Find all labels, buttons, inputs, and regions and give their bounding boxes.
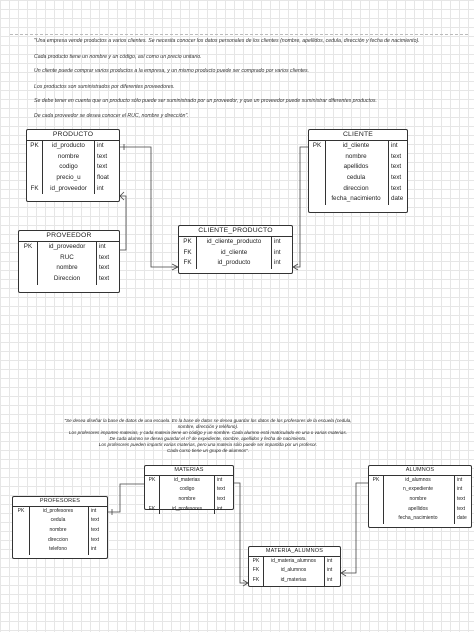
table-row: fecha_nacimiento date bbox=[309, 194, 407, 205]
table-row: FK id_alumnos int bbox=[249, 566, 340, 576]
table-profesores[interactable] bbox=[12, 496, 108, 559]
table-row: PK id_profesores int bbox=[13, 507, 107, 517]
table-row: direccion text bbox=[13, 536, 107, 546]
spec2-line-1: "Se desea diseñar la base de datos de una escuela. En la base de datos se desea guardar los datos de los profesores de la escuela (cedula, bbox=[64, 418, 352, 423]
table-row: PK id_proveedor int bbox=[19, 242, 119, 253]
table-row: PK id_producto int bbox=[27, 141, 119, 152]
connector-proveedor-producto bbox=[120, 196, 126, 250]
table-title: PROFESORES bbox=[13, 497, 107, 507]
table-row: codigo text bbox=[27, 162, 119, 173]
table-row: RUC text bbox=[19, 253, 119, 264]
table-row: FK id_cliente int bbox=[179, 248, 292, 259]
table-row: nombre text bbox=[27, 152, 119, 163]
connector-producto-cliente-producto bbox=[120, 147, 178, 267]
table-title: PRODUCTO bbox=[27, 130, 119, 141]
spec-line-3: Un cliente puede comprar varios productos a la empresa, y un mismo producto puede ser comprado por varios clientes. bbox=[34, 68, 310, 74]
table-row: telefono int bbox=[13, 545, 107, 555]
table-row: FK id_producto int bbox=[179, 258, 292, 269]
table-row: cedula text bbox=[13, 516, 107, 526]
table-title: CLIENTE_PRODUCTO bbox=[179, 226, 292, 237]
table-producto[interactable] bbox=[26, 129, 120, 202]
table-title: CLIENTE bbox=[309, 130, 407, 141]
connector-materias-materia-alumnos bbox=[234, 483, 248, 583]
table-cliente[interactable] bbox=[308, 129, 408, 213]
table-row: nombre text bbox=[145, 495, 233, 505]
table-row: nombre text bbox=[369, 495, 471, 505]
table-title: MATERIAS bbox=[145, 466, 233, 476]
table-row: PK id_materias int bbox=[145, 476, 233, 486]
table-row: PK id_materia_alumnos int bbox=[249, 557, 340, 567]
table-title: MATERIA_ALUMNOS bbox=[249, 547, 340, 557]
connector-cliente-cliente-producto bbox=[293, 147, 308, 267]
table-proveedor[interactable] bbox=[18, 230, 120, 293]
table-row: precio_u float bbox=[27, 173, 119, 184]
table-row: FK id_proveedor int bbox=[27, 184, 119, 195]
spec-line-4: Los productos son suministrados por diferentes proveedores. bbox=[34, 84, 175, 90]
spec-line-1: "Una empresa vende productos a varios clientes. Se necesita conocer los datos personales de los clientes (nombre, apellidos, cedula, dirección y fecha de nacimiento). bbox=[34, 38, 420, 44]
table-row: codigo text bbox=[145, 485, 233, 495]
table-row: Direccion text bbox=[19, 274, 119, 285]
table-title: ALUMNOS bbox=[369, 466, 471, 476]
spec-line-5: Se debe tener en cuenta que un producto sólo puede ser suministrado por un proveedor, y que un proveedor puede suministrar diferentes productos. bbox=[34, 98, 377, 104]
spec-line-6: De cada proveedor se desea conocer el RUC, nombre y dirección". bbox=[34, 113, 189, 119]
table-row: FK id_profesores int bbox=[145, 505, 233, 515]
connector-materias-profesores bbox=[108, 484, 144, 512]
spec2-line-6: Cada curso tiene un grupo de alumnos". bbox=[166, 448, 250, 453]
table-row: apellidos text bbox=[309, 162, 407, 173]
spec-line-2: Cada producto tiene un nombre y un código, así como un precio unitario. bbox=[34, 54, 202, 60]
table-row: PK id_alumnos int bbox=[369, 476, 471, 486]
spec2-line-4: De cada alumno se desea guardar el nº de expediente, nombre, apellidos y fecha de nacimiento. bbox=[109, 436, 307, 441]
table-row: PK id_cliente int bbox=[309, 141, 407, 152]
table-row: nombre text bbox=[19, 263, 119, 274]
spec2-line-5: Los profesores pueden impartir varias materias, pero una materia sólo puede ser impartida por un profesor. bbox=[98, 442, 318, 447]
table-row: PK id_cliente_producto int bbox=[179, 237, 292, 248]
spec2-line-2: nombre, dirección y teléfono). bbox=[177, 424, 239, 429]
table-row: cedula text bbox=[309, 173, 407, 184]
table-row: fecha_nacimiento date bbox=[369, 514, 471, 524]
spec2-line-3: Los profesores imparten materias, y cada materia tiene un código y un nombre. Cada alumno está matriculado en una o varias materias. bbox=[68, 430, 348, 435]
table-materias[interactable] bbox=[144, 465, 234, 510]
table-materia-alumnos[interactable] bbox=[248, 546, 341, 587]
connector-alumnos-materia-alumnos bbox=[341, 483, 368, 573]
table-row: nombre text bbox=[13, 526, 107, 536]
table-title: PROVEEDOR bbox=[19, 231, 119, 242]
table-row: apellidos text bbox=[369, 505, 471, 515]
table-row: n_expediente int bbox=[369, 485, 471, 495]
table-row: FK id_materias int bbox=[249, 576, 340, 586]
table-cliente-producto[interactable] bbox=[178, 225, 293, 274]
table-alumnos[interactable] bbox=[368, 465, 472, 528]
table-row: nombre text bbox=[309, 152, 407, 163]
table-row: direccion text bbox=[309, 184, 407, 195]
